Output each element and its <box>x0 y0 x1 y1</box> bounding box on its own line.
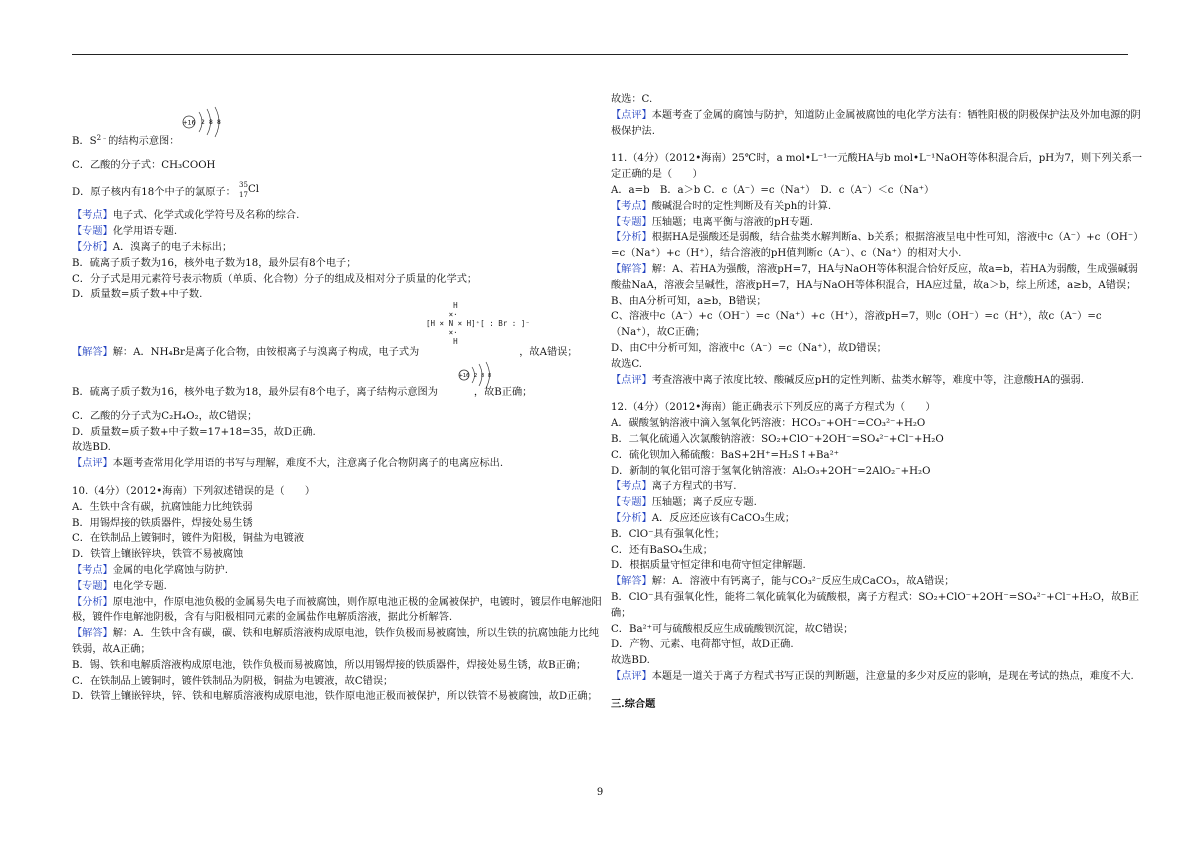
q10-option-d: D．铁管上镶嵌锌块，铁管不易被腐蚀 <box>72 549 244 561</box>
dianping-tag: 【点评】 <box>611 374 652 386</box>
sulfide-ion-diagram-answer <box>456 359 500 389</box>
q9-option-b-text: B．S <box>72 136 97 147</box>
q12-option-b: B．二氧化硫通入次氯酸钠溶液：SO₂+ClO⁻+2OH⁻=SO₄²⁻+Cl⁻+H₂O <box>611 433 944 445</box>
q12-stem: 12.（4分）（2012•海南）能正确表示下列反应的离子方程式为（ ） <box>611 402 936 414</box>
jieda-b-text: B．硫离子质子数为16，核外电子数为18，最外层有8个电子，离子结构示意图为 <box>72 386 438 398</box>
q12-zhuanti <box>611 495 1143 511</box>
kaodian-tag: 【考点】 <box>72 210 113 222</box>
fenxi-tag: 【分析】 <box>611 232 652 244</box>
q9-jieda-d: D．质量数=质子数+中子数=17+18=35，故D正确. <box>72 426 316 438</box>
q12-jieda-c: C．Ba²⁺可与硫酸根反应生成硫酸钡沉淀，故C错误； <box>611 623 854 635</box>
q9-option-b-sup: 2﹣ <box>96 134 109 142</box>
ammonium-bromide-lewis-structure: H ×· [H × N × H]⁺[ : Br : ]⁻ ×· H <box>426 301 530 347</box>
q11-jieda-c: C、溶液中c（A⁻）+c（OH⁻）=c（Na⁺）+c（H⁺），溶液pH=7，则c（OH⁻）=c（H⁺），故c（A⁻）=c（Na⁺），故C正确； <box>611 311 1102 339</box>
fenxi-text: 根据HA是强酸还是弱酸，结合盐类水解判断a、b关系；根据溶液呈电中性可知，溶液中c（A⁻）+c（OH⁻）=c（Na⁺）+c（H⁺），结合溶液的pH值判断c（A⁻）、c（Na⁺）的相对大小. <box>611 232 1139 260</box>
chlorine-isotope-symbol <box>239 182 261 198</box>
kaodian-tag: 【考点】 <box>611 481 652 493</box>
q11-jieda-d: D、由C中分析可知，溶液中c（A⁻）=c（Na⁺），故D错误； <box>611 342 887 354</box>
zhuanti-text: 化学用语专题. <box>112 226 178 238</box>
kaodian-text: 电子式、化学式或化学符号及名称的综合. <box>112 210 300 222</box>
dianping-text: 本题考查了金属的腐蚀与防护，知道防止金属被腐蚀的电化学方法有：牺牲阳极的阴极保护法及外加电源的阴极保护法. <box>611 109 1141 137</box>
q12-option-d: D．新制的氧化铝可溶于氢氧化钠溶液：Al₂O₃+2OH⁻=2AlO₂⁻+H₂O <box>611 465 931 477</box>
dianping-text: 本题是一道关于离子方程式书写正误的判断题，注意量的多少对反应的影响，是现在考试的热点，难度不大. <box>651 670 1134 682</box>
zhuanti-tag: 【专题】 <box>72 226 113 238</box>
q9-jieda-c: C．乙酸的分子式为C₂H₄O₂，故C错误； <box>72 410 258 422</box>
q12-dianping <box>611 669 1143 685</box>
q9-jieda-b <box>72 385 604 401</box>
q9-option-d-text: D．原子核内有18个中子的氯原子： <box>72 186 236 198</box>
q11-dianping <box>611 373 1143 389</box>
q9-fenxi-d: D．质量数=质子数+中子数. <box>72 289 203 301</box>
q12-option-a: A．碳酸氢钠溶液中滴入氢氧化钙溶液：HCO₃⁻+OH⁻=CO₃²⁻+H₂O <box>611 418 926 430</box>
q10-answer: 故选：C. <box>611 94 653 105</box>
q11-jieda-a <box>611 262 1143 294</box>
dianping-text: 考查溶液中离子浓度比较、酸碱反应pH的定性判断、盐类水解等，难度中等，注意酸HA的强弱. <box>651 374 1084 386</box>
q10-option-a: A．生铁中含有碳，抗腐蚀能力比纯铁弱 <box>72 501 253 513</box>
q9-fenxi-b: B．硫离子质子数为16，核外电子数为18，最外层有8个电子； <box>72 257 357 269</box>
zhuanti-tag: 【专题】 <box>72 580 113 592</box>
q11-stem: 11.（4分）（2012•海南）25℃时，a mol•L⁻¹一元酸HA与b mol•L⁻¹NaOH等体积混合后，pH为7，则下列关系一定正确的是（ ） <box>611 153 1143 181</box>
q10-dianping <box>611 108 1143 140</box>
kaodian-text: 金属的电化学腐蚀与防护. <box>112 564 229 576</box>
q10-fenxi <box>72 595 604 627</box>
zhuanti-tag: 【专题】 <box>611 216 652 228</box>
fenxi-tag: 【分析】 <box>72 241 113 253</box>
q10-option-b: B．用锡焊接的铁质器件，焊接处易生锈 <box>72 517 253 529</box>
page-number: 9 <box>596 787 604 798</box>
lewis-structure-area <box>72 303 604 345</box>
q10-jieda-b: B．锡、铁和电解质溶液构成原电池，铁作负极而易被腐蚀，所以用锡焊接的铁质器件，焊接处易生锈，故B正确； <box>72 659 587 671</box>
q9-zhuanti <box>72 224 604 240</box>
q12-fenxi-b: B．ClO⁻具有强氧化性； <box>611 528 725 540</box>
q11-zhuanti <box>611 215 1143 231</box>
q9-option-d <box>72 182 604 201</box>
svg-text:8: 8 <box>208 119 213 126</box>
atom-nucleus-label: +16 <box>182 119 196 127</box>
dianping-tag: 【点评】 <box>611 670 652 682</box>
q9-option-b-post: 的结构示意图： <box>108 136 180 147</box>
q12-jieda-d: D．产物、元素、电荷都守恒，故D正确. <box>611 639 794 651</box>
svg-text:2: 2 <box>474 372 478 379</box>
q10-option-c: C．在铁制品上镀铜时，镀件为阳极，铜盐为电镀液 <box>72 533 304 545</box>
q10-jieda-c: C．在铁制品上镀铜时，镀件铁制品为阴极，铜盐为电镀液，故C错误； <box>72 675 394 687</box>
q12-fenxi-d: D．根据质量守恒定律和电荷守恒定律解题. <box>611 560 806 572</box>
q9-fenxi-c: C．分子式是用元素符号表示物质（单质、化合物）分子的组成及相对分子质量的化学式； <box>72 273 478 285</box>
fenxi-tag: 【分析】 <box>72 596 113 608</box>
q12-jieda-a <box>611 574 1143 590</box>
isotope-mass-number: 35 <box>239 180 248 189</box>
q9-answer: 故选BD. <box>72 442 111 454</box>
header-rule <box>72 54 1128 55</box>
q11-jieda-b: B、由A分析可知，a≥b，B错误； <box>611 295 767 307</box>
jieda-text: 解：A、若HA为强酸，溶液pH=7，HA与NaOH等体积混合恰好反应，故a=b，若HA为弱酸，生成强碱弱酸盐NaA，溶液会呈碱性，溶液pH=7，HA与NaOH等体积混合，HA应过量，故a＞b，综上所述，a≥b，A错误； <box>611 263 1138 291</box>
left-column <box>72 92 604 705</box>
svg-text:2: 2 <box>200 119 205 126</box>
q11-options: A．a=b B．a＞b C．c（A⁻）=c（Na⁺） D．c（A⁻）＜c（Na⁺） <box>611 184 935 196</box>
zhuanti-text: 电化学专题. <box>112 580 167 592</box>
q10-zhuanti <box>72 579 604 595</box>
q10-jieda-a <box>72 626 604 658</box>
svg-text:8: 8 <box>216 119 221 126</box>
q10-jieda-d: D．铁管上镶嵌锌块，锌、铁和电解质溶液构成原电池，铁作原电池正极而被保护，所以铁管不易被腐蚀，故D正确； <box>72 691 598 703</box>
dianping-tag: 【点评】 <box>611 109 652 121</box>
q11-fenxi <box>611 230 1143 262</box>
kaodian-tag: 【考点】 <box>72 564 113 576</box>
jieda-text: 解：A．溶液中有钙离子，能与CO₃²⁻反应生成CaCO₃，故A错误； <box>651 576 955 588</box>
kaodian-text: 离子方程式的书写. <box>651 481 737 493</box>
q11-answer: 故选C. <box>611 358 643 370</box>
jieda-a-end: ，故A错误； <box>519 347 578 359</box>
q9-jieda-a <box>72 345 604 361</box>
isotope-atomic-number: 17 <box>239 190 248 199</box>
svg-text:8: 8 <box>488 372 492 379</box>
q11-kaodian <box>611 199 1143 215</box>
jieda-tag: 【解答】 <box>611 263 652 275</box>
zhuanti-tag: 【专题】 <box>611 497 652 509</box>
q9-dianping <box>72 456 604 472</box>
q12-answer: 故选BD. <box>611 655 650 667</box>
q9-option-b <box>72 104 604 150</box>
ion-nucleus-label: +16 <box>458 372 470 379</box>
zhuanti-text: 压轴题；离子反应专题. <box>651 497 757 509</box>
q12-kaodian <box>611 479 1143 495</box>
fenxi-text: A．反应还应该有CaCO₃生成； <box>651 512 796 524</box>
fenxi-text: 原电池中，作原电池负极的金属易失电子而被腐蚀，则作原电池正极的金属被保护，电镀时，镀层作电解池阳极，镀件作电解池阴极，含有与阳极相同元素的金属盐作电解质溶液，据此分析解答. <box>72 596 602 624</box>
q10-kaodian <box>72 563 604 579</box>
zhuanti-text: 压轴题；电离平衡与溶液的pH专题. <box>651 216 814 228</box>
kaodian-tag: 【考点】 <box>611 200 652 212</box>
fenxi-tag: 【分析】 <box>611 512 652 524</box>
dianping-text: 本题考查常用化学用语的书写与理解，难度不大，注意离子化合物阴离子的电离应标出. <box>112 458 504 470</box>
q9-kaodian <box>72 208 604 224</box>
dianping-tag: 【点评】 <box>72 458 113 470</box>
jieda-text: 解：A．NH₄Br是离子化合物，由铵根离子与溴离子构成，电子式为 <box>112 347 420 359</box>
q9-option-c: C．乙酸的分子式：CH₃COOH <box>72 159 216 171</box>
jieda-b-end: ，故B正确； <box>473 386 533 398</box>
section-heading-3: 三.综合题 <box>611 697 656 710</box>
q9-fenxi-a <box>72 240 604 256</box>
kaodian-text: 酸碱混合时的定性判断及有关ph的计算. <box>651 200 832 212</box>
svg-text:8: 8 <box>481 372 485 379</box>
sulfide-ion-structure-diagram <box>179 104 233 138</box>
jieda-tag: 【解答】 <box>72 628 113 640</box>
isotope-element-symbol: Cl <box>248 183 260 195</box>
q12-fenxi-a <box>611 511 1143 527</box>
q12-option-c: C．硫化钡加入稀硫酸：BaS+2H⁺=H₂S↑+Ba²⁺ <box>611 449 840 461</box>
jieda-tag: 【解答】 <box>72 347 113 359</box>
jieda-text: 解：A．生铁中含有碳，碳、铁和电解质溶液构成原电池，铁作负极而易被腐蚀，所以生铁的抗腐蚀能力比纯铁弱，故A正确； <box>72 628 599 655</box>
fenxi-text: A．溴离子的电子未标出； <box>112 241 233 253</box>
q12-jieda-b: B．ClO⁻具有强氧化性，能将二氧化硫氧化为硫酸根，离子方程式：SO₂+ClO⁻+2OH⁻=SO₄²⁻+Cl⁻+H₂O，故B正确； <box>611 591 1139 619</box>
right-column <box>611 92 1143 712</box>
q12-fenxi-c: C．还有BaSO₄生成； <box>611 544 713 556</box>
jieda-tag: 【解答】 <box>611 576 652 588</box>
q10-stem: 10.（4分）（2012•海南）下列叙述错误的是（ ） <box>72 485 316 497</box>
